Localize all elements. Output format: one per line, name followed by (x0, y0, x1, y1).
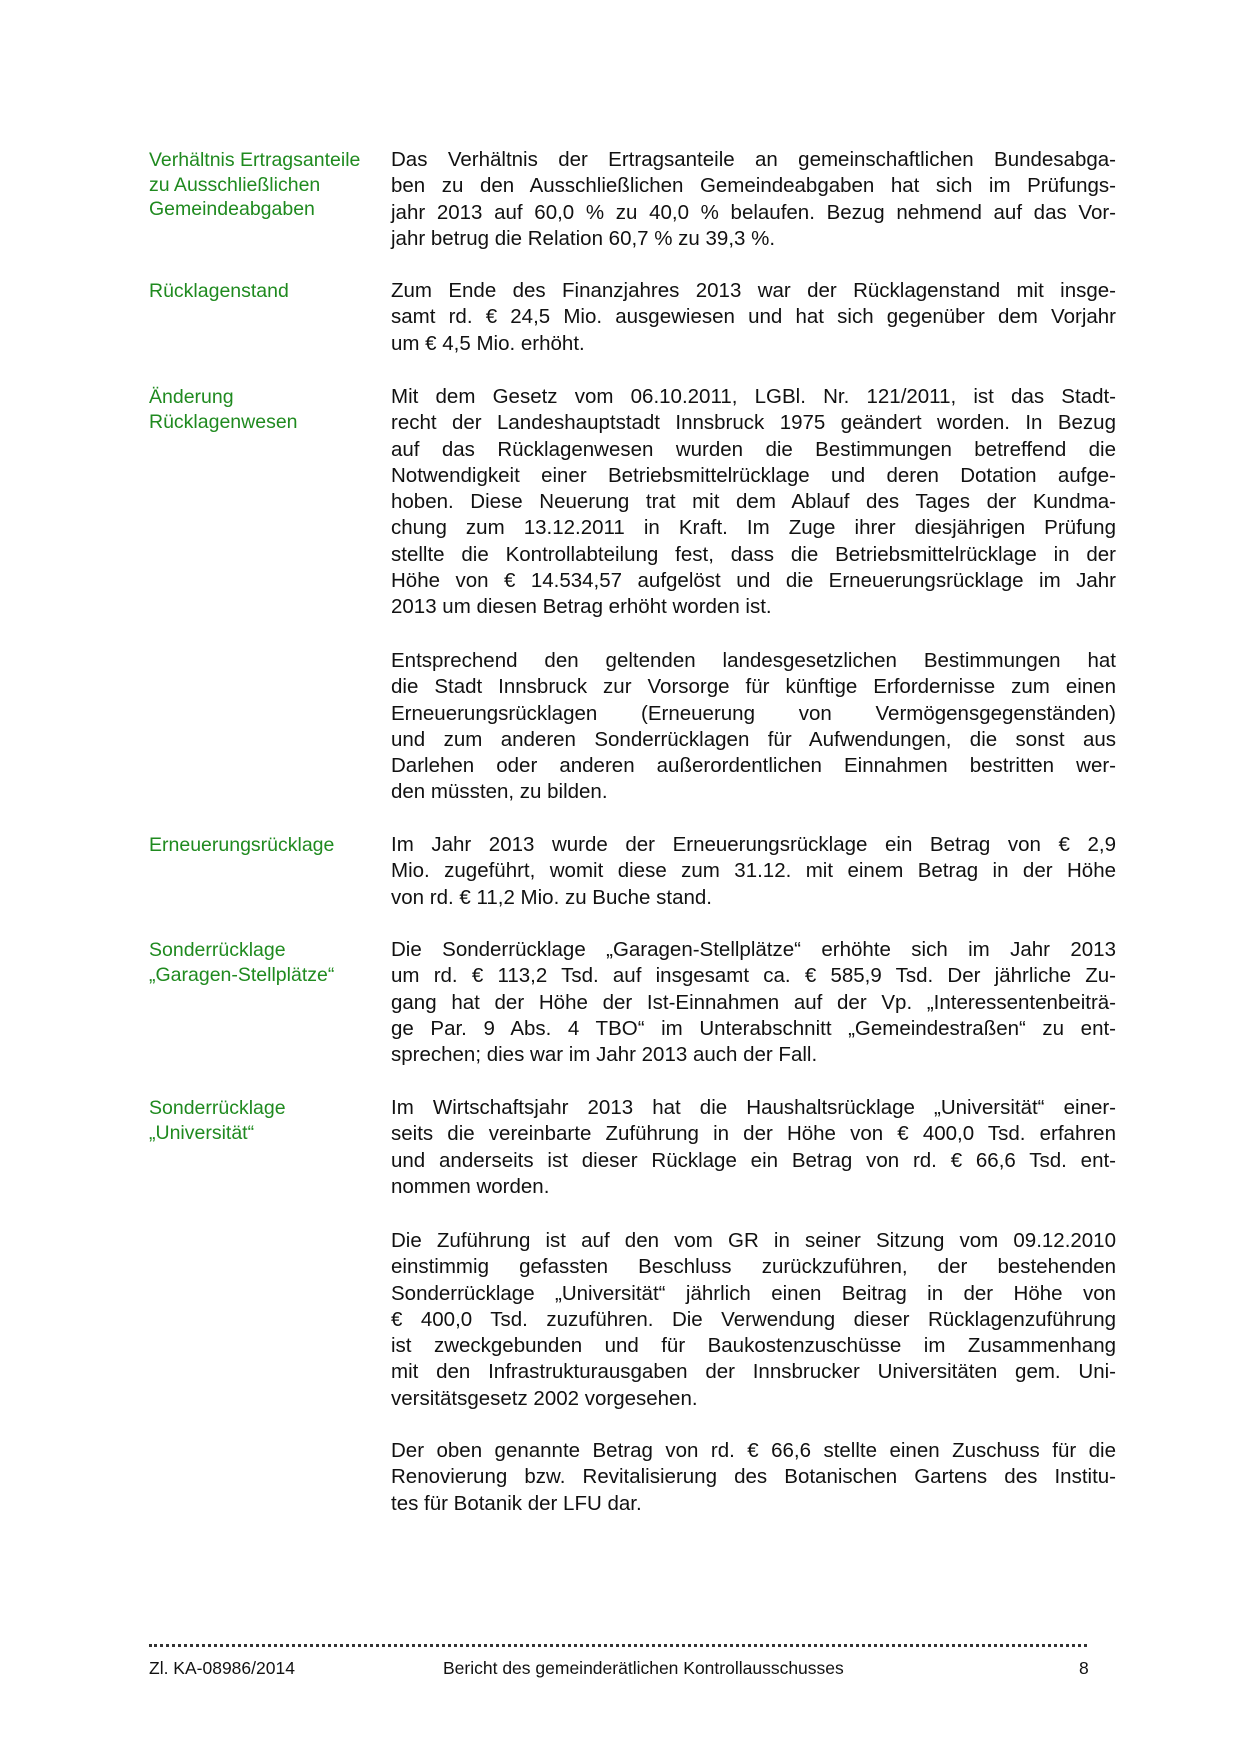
label-line: Gemeindeabgaben (149, 198, 315, 220)
text-line: Entsprechend den geltenden landesgesetzlichen Bestimmungen hat (391, 649, 1116, 672)
text-line: samt rd. € 24,5 Mio. ausgewiesen und hat sich gegenüber dem Vorjahr (391, 305, 1116, 329)
paragraph (391, 278, 1116, 357)
text-line: jahr betrug die Relation 60,7 % zu 39,3 %. (391, 226, 776, 250)
label-line: Rücklagenstand (149, 280, 289, 302)
text-line: auf das Rücklagenwesen wurden die Bestimmungen betreffend die (391, 437, 1116, 461)
text-line: einstimmig gefassten Beschluss zurückzuführen, der bestehenden (391, 1255, 1116, 1279)
section-label (149, 938, 384, 987)
footer-divider (149, 1640, 1087, 1647)
text-line: Der oben genannte Betrag von rd. € 66,6 stellte einen Zuschuss für die (391, 1439, 1116, 1462)
section-label (149, 385, 384, 434)
label-line: „Garagen-Stellplätze“ (149, 963, 335, 986)
text-line: und zum anderen Sonderrücklagen für Aufwendungen, die sonst aus (391, 727, 1116, 751)
text-line: Darlehen oder anderen außerordentlichen Einnahmen bestritten wer- (391, 754, 1116, 778)
text-line: Das Verhältnis der Ertragsanteile an gemeinschaftlichen Bundesabga- (391, 148, 1116, 171)
paragraph (391, 1095, 1116, 1200)
label-line: Änderung (149, 386, 234, 408)
text-line: den müssten, zu bilden. (391, 780, 608, 804)
text-line: Die Sonderrücklage „Garagen-Stellplätze“ erhöhte sich im Jahr 2013 (391, 938, 1116, 961)
footer-title: Bericht des gemeinderätlichen Kontrollausschusses (443, 1658, 844, 1678)
text-line: tes für Botanik der LFU dar. (391, 1491, 642, 1515)
label-line: Rücklagenwesen (149, 410, 298, 433)
text-line: mit den Infrastrukturausgaben der Innsbrucker Universitäten gem. Uni- (391, 1360, 1116, 1384)
text-line: Die Zuführung ist auf den vom GR in seiner Sitzung vom 09.12.2010 (391, 1229, 1116, 1252)
text-line: Im Wirtschaftsjahr 2013 hat die Haushaltsrücklage „Universität“ einer- (391, 1096, 1116, 1119)
text-line: und anderseits ist dieser Rücklage ein Betrag von rd. € 66,6 Tsd. ent- (391, 1148, 1116, 1172)
text-line: Zum Ende des Finanzjahres 2013 war der Rücklagenstand mit insge- (391, 279, 1116, 302)
paragraph (391, 937, 1116, 1068)
text-line: chung zum 13.12.2011 in Kraft. Im Zuge ihrer diesjährigen Prüfung (391, 516, 1116, 540)
text-line: seits die vereinbarte Zuführung in der Höhe von € 400,0 Tsd. erfahren (391, 1122, 1116, 1146)
section-label (149, 148, 384, 222)
text-line: Im Jahr 2013 wurde der Erneuerungsrücklage ein Betrag von € 2,9 (391, 833, 1116, 856)
label-line: Sonderrücklage (149, 1097, 286, 1119)
text-line: Sonderrücklage „Universität“ jährlich einen Beitrag in der Höhe von (391, 1281, 1116, 1305)
label-line: Verhältnis Ertragsanteile (149, 149, 361, 171)
text-line: ge Par. 9 Abs. 4 TBO“ im Unterabschnitt „Gemeindestraßen“ zu ent- (391, 1016, 1116, 1040)
text-line: 2013 um diesen Betrag erhöht worden ist. (391, 595, 772, 619)
page-number: 8 (1079, 1658, 1089, 1678)
text-line: um rd. € 113,2 Tsd. auf insgesamt ca. € 585,9 Tsd. Der jährliche Zu- (391, 964, 1116, 988)
text-line: versitätsgesetz 2002 vorgesehen. (391, 1386, 698, 1410)
text-line: jahr 2013 auf 60,0 % zu 40,0 % belaufen. Bezug nehmend auf das Vor- (391, 200, 1116, 224)
text-line: Notwendigkeit einer Betriebsmittelrücklage und deren Dotation aufge- (391, 463, 1116, 487)
text-line: stellte die Kontrollabteilung fest, dass die Betriebsmittelrücklage in der (391, 542, 1116, 566)
paragraph (391, 384, 1116, 621)
section-label (149, 833, 384, 858)
text-line: von rd. € 11,2 Mio. zu Buche stand. (391, 885, 712, 909)
text-line: hoben. Diese Neuerung trat mit dem Ablauf des Tages der Kundma- (391, 490, 1116, 514)
section-label (149, 1096, 384, 1145)
text-line: ben zu den Ausschließlichen Gemeindeabgaben hat sich im Prüfungs- (391, 174, 1116, 198)
paragraph (391, 1438, 1116, 1517)
text-line: sprechen; dies war im Jahr 2013 auch der Fall. (391, 1043, 818, 1067)
text-line: Erneuerungsrücklagen (Erneuerung von Vermögensgegenständen) (391, 701, 1116, 725)
text-line: recht der Landeshauptstadt Innsbruck 1975 geändert worden. In Bezug (391, 411, 1116, 435)
label-line: zu Ausschließlichen (149, 173, 321, 196)
label-line: Sonderrücklage (149, 939, 286, 961)
paragraph (391, 832, 1116, 911)
paragraph (391, 1228, 1116, 1412)
label-line: „Universität“ (149, 1121, 255, 1144)
text-line: € 400,0 Tsd. zuzuführen. Die Verwendung dieser Rücklagenzuführung (391, 1307, 1116, 1331)
text-line: die Stadt Innsbruck zur Vorsorge für künftige Erfordernisse zum einen (391, 675, 1116, 699)
paragraph (391, 648, 1116, 806)
text-line: nommen worden. (391, 1174, 550, 1198)
text-line: Mit dem Gesetz vom 06.10.2011, LGBl. Nr. 121/2011, ist das Stadt- (391, 385, 1116, 408)
text-line: um € 4,5 Mio. erhöht. (391, 331, 585, 355)
section-label (149, 279, 384, 304)
text-line: ist zweckgebunden und für Baukostenzuschüsse im Zusammenhang (391, 1334, 1116, 1358)
text-line: gang hat der Höhe der Ist-Einnahmen auf der Vp. „Interessentenbeiträ- (391, 990, 1116, 1014)
text-line: Renovierung bzw. Revitalisierung des Botanischen Gartens des Institu- (391, 1465, 1116, 1489)
footer-reference: Zl. KA-08986/2014 (149, 1658, 295, 1678)
text-line: Mio. zugeführt, womit diese zum 31.12. mit einem Betrag in der Höhe (391, 859, 1116, 883)
paragraph (391, 147, 1116, 252)
text-line: Höhe von € 14.534,57 aufgelöst und die Erneuerungsrücklage im Jahr (391, 569, 1116, 593)
label-line: Erneuerungsrücklage (149, 834, 335, 856)
